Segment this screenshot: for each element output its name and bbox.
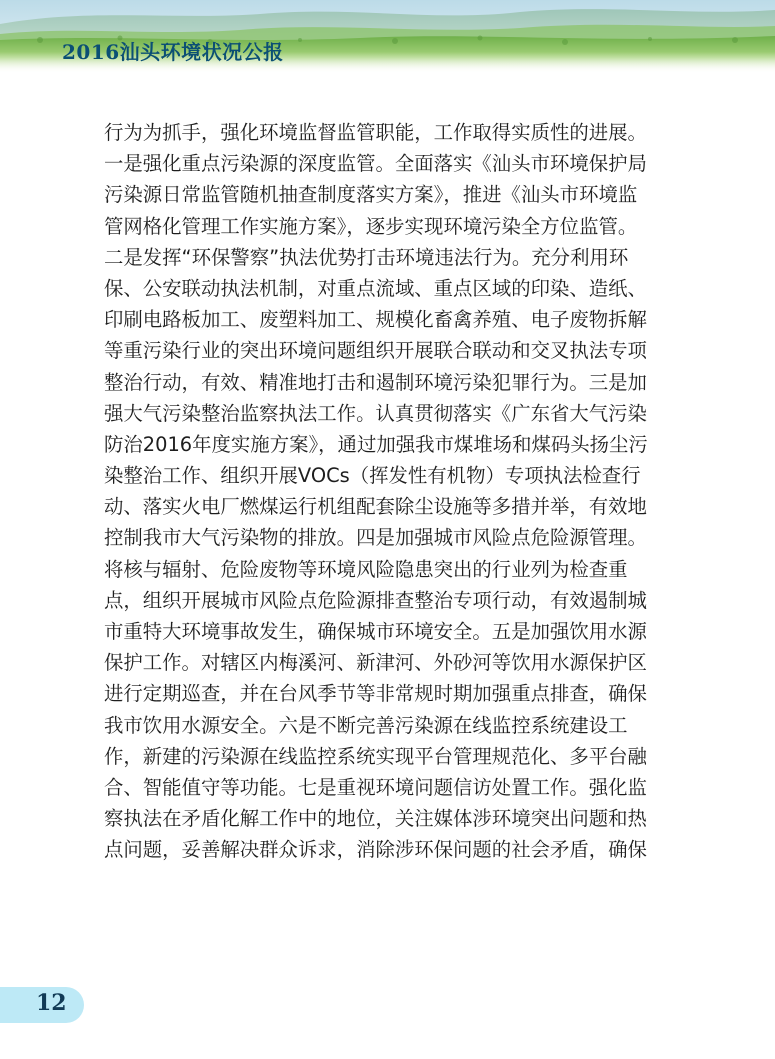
text-line: 保护工作。对辖区内梅溪河、新津河、外砂河等饮用水源保护区	[104, 651, 647, 675]
text-line: 行为为抓手，强化环境监督监管职能，工作取得实质性的进展。	[104, 121, 647, 144]
text-line: 将核与辐射、危险废物等环境风险隐患突出的行业列为检查重	[104, 557, 628, 581]
text-line: 一是强化重点污染源的深度监管。全面落实《汕头市环境保护局	[104, 152, 647, 176]
text-line: 防治2016年度实施方案》，通过加强我市煤堆场和煤码头扬尘污	[104, 432, 648, 456]
body-text	[104, 117, 704, 866]
text-line: 察执法在矛盾化解工作中的地位，关注媒体涉环境突出问题和热	[104, 807, 647, 831]
text-line: 染整治工作、组织开展VOCs（挥发性有机物）专项执法检查行	[104, 464, 641, 488]
page-number-tab	[0, 987, 84, 1023]
text-line: 合、智能值守等功能。七是重视环境问题信访处置工作。强化监	[104, 775, 647, 799]
text-line: 管网格化管理工作实施方案》，逐步实现环境污染全方位监管。	[104, 214, 638, 238]
header-banner	[0, 0, 775, 72]
text-line: 进行定期巡查，并在台风季节等非常规时期加强重点排查，确保	[104, 682, 647, 706]
text-line: 等重污染行业的突出环境问题组织开展联合联动和交叉执法专项	[104, 339, 647, 363]
text-line: 控制我市大气污染物的排放。四是加强城市风险点危险源管理。	[104, 526, 647, 550]
text-line: 保、公安联动执法机制，对重点流域、重点区域的印染、造纸、	[104, 276, 647, 300]
report-title: 2016汕头环境状况公报	[62, 40, 284, 64]
text-line: 市重特大环境事故发生，确保城市环境安全。五是加强饮用水源	[104, 620, 647, 643]
page-number: 12	[36, 990, 67, 1016]
text-line: 动、落实火电厂燃煤运行机组配套除尘设施等多措并举，有效地	[104, 495, 647, 519]
text-line: 我市饮用水源安全。六是不断完善污染源在线监控系统建设工	[104, 713, 628, 737]
text-line: 污染源日常监管随机抽查制度落实方案》，推进《汕头市环境监	[104, 183, 638, 207]
text-line: 点，组织开展城市风险点危险源排查整治专项行动，有效遏制城	[104, 588, 647, 612]
text-line: 整治行动，有效、精准地打击和遏制环境污染犯罪行为。三是加	[104, 370, 647, 394]
text-line: 强大气污染整治监察执法工作。认真贯彻落实《广东省大气污染	[104, 401, 647, 425]
text-line: 二是发挥“环保警察”执法优势打击环境违法行为。充分利用环	[104, 245, 629, 269]
text-line: 印刷电路板加工、废塑料加工、规模化畜禽养殖、电子废物拆解	[104, 308, 647, 332]
text-line: 作，新建的污染源在线监控系统实现平台管理规范化、多平台融	[104, 744, 647, 768]
text-line: 点问题，妥善解决群众诉求，消除涉环保问题的社会矛盾，确保	[104, 838, 647, 862]
